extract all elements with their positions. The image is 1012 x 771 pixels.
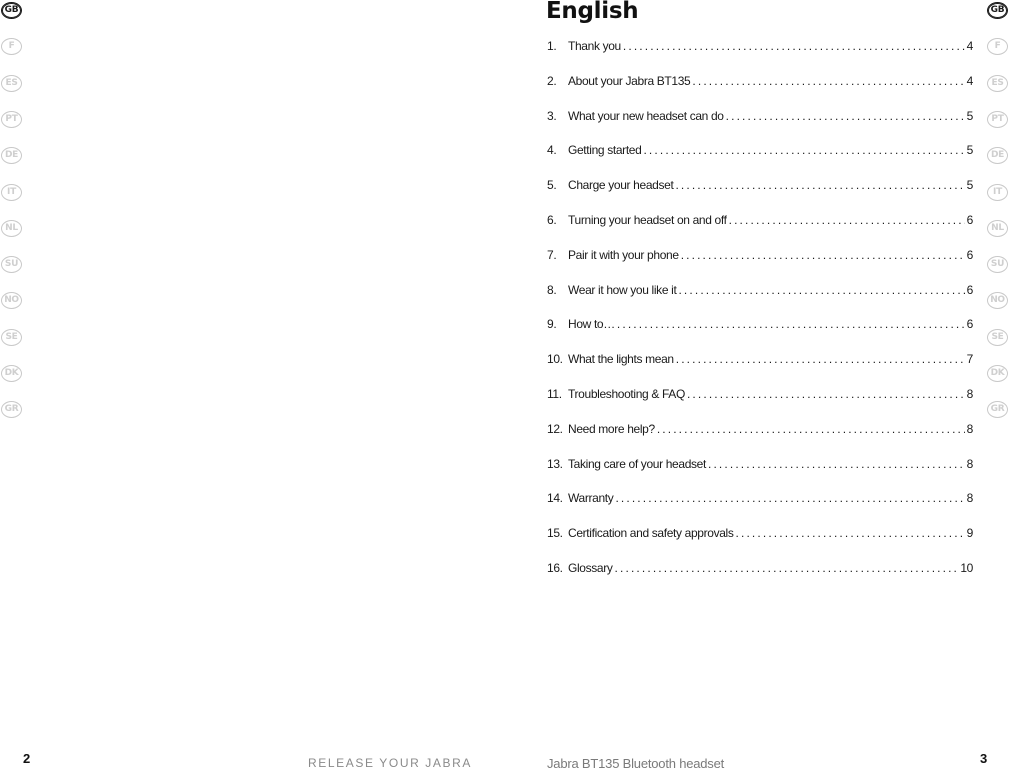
language-tab-su[interactable]: SU (987, 256, 1008, 273)
language-tab-pt[interactable]: PT (1, 111, 22, 128)
toc-entry-number: 10. (547, 352, 563, 367)
toc-dot-leader (615, 491, 964, 505)
toc-entry-number: 8. (547, 282, 557, 297)
toc-entry-number: 12. (547, 421, 563, 436)
language-tab-no[interactable]: NO (987, 292, 1008, 309)
toc-entry-title: Charge your headset (568, 178, 674, 193)
toc-entry[interactable] (547, 109, 973, 144)
section-heading: English (546, 0, 639, 24)
language-tab-dk[interactable]: DK (987, 365, 1008, 382)
toc-entry-title: Getting started (568, 143, 642, 158)
toc-dot-leader (615, 561, 959, 575)
toc-entry-title: Turning your headset on and off (568, 212, 727, 227)
toc-dot-leader (736, 526, 965, 540)
language-tab-gb[interactable]: GB (987, 2, 1008, 19)
language-tab-de[interactable]: DE (1, 147, 22, 164)
toc-dot-leader (643, 143, 964, 157)
language-tab-de[interactable]: DE (987, 147, 1008, 164)
toc-entry-page: 6 (966, 212, 973, 227)
toc-dot-leader (708, 457, 965, 471)
toc-entry-title: Troubleshooting & FAQ (568, 386, 685, 401)
toc-entry[interactable] (547, 283, 973, 318)
right-page-number: 3 (980, 751, 988, 766)
toc-entry-page: 8 (966, 386, 973, 401)
toc-entry-number: 3. (547, 108, 557, 123)
toc-entry[interactable] (547, 248, 973, 283)
toc-entry-number: 7. (547, 247, 557, 262)
toc-dot-leader (657, 422, 965, 436)
language-tab-su[interactable]: SU (1, 256, 22, 273)
toc-dot-leader (678, 283, 964, 297)
toc-entry-title: Need more help? (568, 421, 655, 436)
toc-entry-page: 5 (966, 108, 973, 123)
toc-dot-leader (623, 39, 965, 53)
toc-entry-page: 7 (966, 352, 973, 367)
language-tab-es[interactable]: ES (1, 75, 22, 92)
language-tab-pt[interactable]: PT (987, 111, 1008, 128)
toc-entry-title: What the lights mean (568, 352, 674, 367)
toc-entry-number: 4. (547, 143, 557, 158)
toc-entry[interactable] (547, 526, 973, 561)
toc-entry-number: 16. (547, 560, 563, 575)
toc-entry[interactable] (547, 422, 973, 457)
toc-entry-page: 8 (966, 456, 973, 471)
toc-entry-number: 6. (547, 212, 557, 227)
toc-entry-number: 15. (547, 526, 563, 541)
toc-entry[interactable] (547, 352, 973, 387)
language-tab-dk[interactable]: DK (1, 365, 22, 382)
language-tab-it[interactable]: IT (987, 184, 1008, 201)
toc-entry-number: 14. (547, 491, 563, 506)
toc-dot-leader (675, 178, 964, 192)
language-tab-nl[interactable]: NL (987, 220, 1008, 237)
toc-entry[interactable] (547, 178, 973, 213)
language-tab-no[interactable]: NO (1, 292, 22, 309)
toc-entry-page: 6 (966, 282, 973, 297)
language-tab-se[interactable]: SE (1, 329, 22, 346)
toc-entry-title: Wear it how you like it (568, 282, 677, 297)
language-tab-se[interactable]: SE (987, 329, 1008, 346)
toc-entry-page: 6 (966, 247, 973, 262)
language-tab-nl[interactable]: NL (1, 220, 22, 237)
toc-entry-page: 4 (966, 73, 973, 88)
toc-entry-title: How to… (568, 317, 615, 332)
toc-entry-title: Pair it with your phone (568, 247, 679, 262)
toc-entry[interactable] (547, 74, 973, 109)
toc-dot-leader (687, 387, 965, 401)
toc-entry-page: 5 (966, 143, 973, 158)
toc-entry[interactable] (547, 317, 973, 352)
toc-entry-number: 11. (547, 386, 562, 401)
language-tab-gr[interactable]: GR (1, 401, 22, 418)
toc-entry[interactable] (547, 39, 973, 74)
toc-entry-page: 8 (966, 421, 973, 436)
toc-entry-title: About your Jabra BT135 (568, 73, 691, 88)
toc-entry-title: What your new headset can do (568, 108, 724, 123)
language-tab-es[interactable]: ES (987, 75, 1008, 92)
toc-entry-number: 9. (547, 317, 557, 332)
toc-dot-leader (617, 317, 965, 331)
toc-entry-title: Taking care of your headset (568, 456, 706, 471)
table-of-contents (547, 39, 973, 596)
toc-entry[interactable] (547, 213, 973, 248)
toc-dot-leader (692, 74, 964, 88)
toc-entry[interactable] (547, 457, 973, 492)
toc-entry-title: Warranty (568, 491, 614, 506)
toc-entry-page: 5 (966, 178, 973, 193)
left-page-number: 2 (23, 751, 31, 766)
toc-dot-leader (729, 213, 965, 227)
toc-entry[interactable] (547, 387, 973, 422)
toc-entry-page: 8 (966, 491, 973, 506)
footer-product-name: Jabra BT135 Bluetooth headset (547, 756, 725, 771)
footer-tagline: RELEASE YOUR JABRA (308, 756, 472, 770)
toc-entry-number: 5. (547, 178, 557, 193)
toc-entry-title: Thank you (568, 39, 621, 53)
toc-entry-title: Glossary (568, 560, 613, 575)
toc-dot-leader (681, 248, 965, 262)
toc-entry-page: 6 (966, 317, 973, 332)
toc-entry[interactable] (547, 561, 973, 596)
toc-dot-leader (676, 352, 965, 366)
toc-entry[interactable] (547, 143, 973, 178)
toc-entry-number: 2. (547, 73, 557, 88)
toc-dot-leader (726, 109, 965, 123)
language-tab-gb[interactable]: GB (1, 2, 22, 19)
toc-entry-number: 1. (547, 39, 557, 53)
language-tab-f[interactable]: F (987, 38, 1008, 55)
toc-entry-page: 10 (960, 560, 973, 575)
language-tab-gr[interactable]: GR (987, 401, 1008, 418)
toc-entry-number: 13. (547, 456, 563, 471)
toc-entry-page: 9 (966, 526, 973, 541)
toc-entry-page: 4 (966, 39, 973, 53)
language-tab-it[interactable]: IT (1, 184, 22, 201)
language-tab-f[interactable]: F (1, 38, 22, 55)
toc-entry-title: Certification and safety approvals (568, 526, 734, 541)
toc-entry[interactable] (547, 491, 973, 526)
